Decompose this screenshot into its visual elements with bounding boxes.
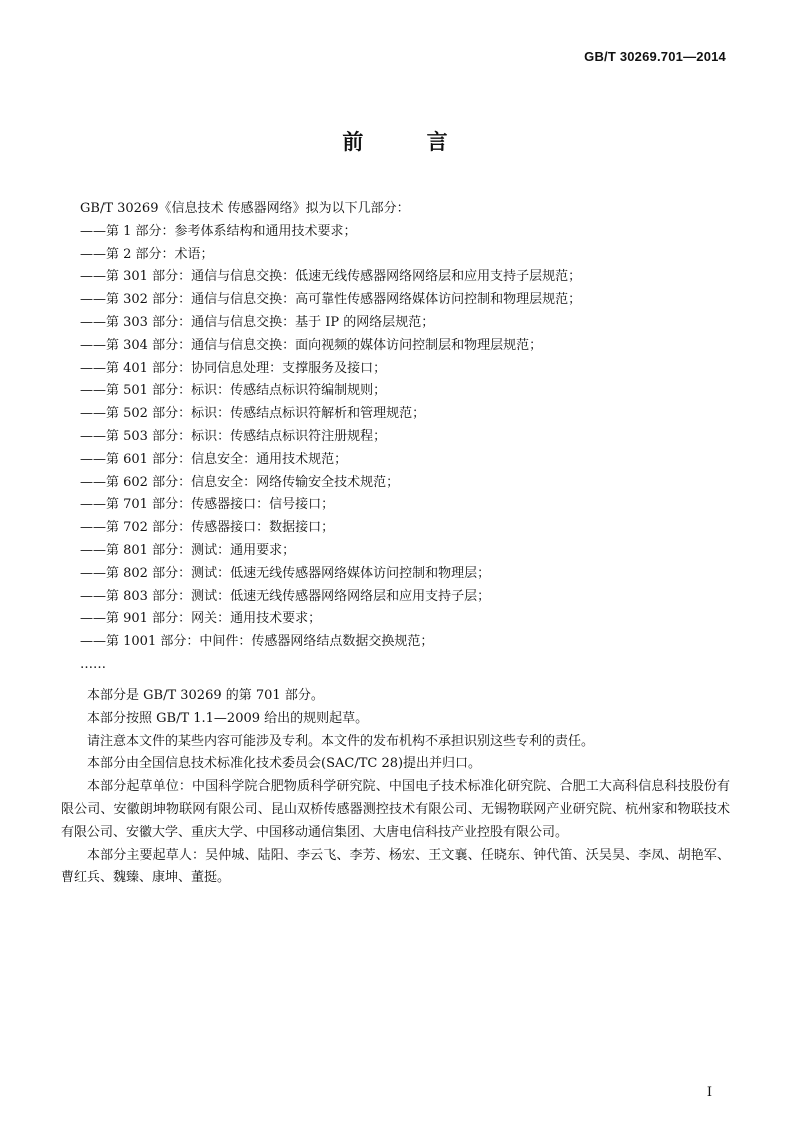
part-list-item: ——第 304 部分：通信与信息交换：面向视频的媒体访问控制层和物理层规范；	[80, 337, 543, 353]
part-list-item: ——第 701 部分：传感器接口：信号接口；	[80, 497, 335, 513]
part-list-item: ——第 502 部分：标识：传感结点标识符解析和管理规范；	[80, 406, 426, 422]
part-list-item: ——第 303 部分：通信与信息交换：基于 IP 的网络层规范；	[80, 314, 435, 330]
part-list-item: ——第 602 部分：信息安全：网络传输安全技术规范；	[80, 474, 400, 490]
body-paragraph: 本部分由全国信息技术标准化技术委员会(SAC/TC 28)提出并归口。	[87, 756, 482, 772]
part-list-item: ——第 301 部分：通信与信息交换：低速无线传感器网络网络层和应用支持子层规范；	[80, 269, 582, 285]
part-list-item: ——第 702 部分：传感器接口：数据接口；	[80, 520, 335, 536]
part-list-item: ——第 503 部分：标识：传感结点标识符注册规程；	[80, 428, 387, 444]
part-list-item: ——第 401 部分：协同信息处理：支撑服务及接口；	[80, 360, 387, 376]
body-paragraph: 本部分主要起草人：吴仲城、陆阳、李云飞、李芳、杨宏、王文襄、任晓东、钟代笛、沃吴昊、李凤、胡艳军、曹红兵、魏臻、康坤、董挺。	[61, 847, 730, 886]
part-list-item: ……	[80, 656, 106, 672]
part-list-item: ——第 802 部分：测试：低速无线传感器网络媒体访问控制和物理层；	[80, 565, 491, 581]
part-list-item: ——第 901 部分：网关：通用技术要求；	[80, 611, 322, 627]
part-list-item: ——第 501 部分：标识：传感结点标识符编制规则；	[80, 383, 387, 399]
document-code: GB/T 30269.701—2014	[584, 49, 726, 64]
body-paragraph: 请注意本文件的某些内容可能涉及专利。本文件的发布机构不承担识别这些专利的责任。	[87, 733, 595, 749]
parts-list	[80, 198, 730, 677]
intro-line: GB/T 30269《信息技术 传感器网络》拟为以下几部分：	[80, 201, 410, 216]
body-paragraphs	[61, 685, 730, 890]
body-paragraph: 本部分起草单位：中国科学院合肥物质科学研究院、中国电子技术标准化研究院、合肥工大高科信息科技股份有限公司、安徽朗坤物联网有限公司、昆山双桥传感器测控技术有限公司、无锡物联网产业研究院、杭州家和物联技术有限公司、安徽大学、重庆大学、中国移动通信集团、大唐电信科技产业控股有限公司。	[61, 779, 730, 840]
part-list-item: ——第 1001 部分：中间件：传感器网络结点数据交换规范；	[80, 634, 434, 650]
part-list-item: ——第 2 部分：术语；	[80, 246, 214, 262]
page-title: 前 言	[342, 130, 476, 154]
part-list-item: ——第 1 部分：参考体系结构和通用技术要求；	[80, 223, 357, 239]
part-list-item: ——第 601 部分：信息安全：通用技术规范；	[80, 451, 348, 467]
part-list-item: ——第 801 部分：测试：通用要求；	[80, 542, 296, 558]
body-paragraph: 本部分按照 GB/T 1.1—2009 给出的规则起草。	[87, 710, 369, 726]
part-list-item: ——第 803 部分：测试：低速无线传感器网络网络层和应用支持子层；	[80, 588, 491, 604]
part-list-item: ——第 302 部分：通信与信息交换：高可靠性传感器网络媒体访问控制和物理层规范；	[80, 292, 582, 308]
body-paragraph: 本部分是 GB/T 30269 的第 701 部分。	[87, 688, 324, 703]
parts-container	[80, 221, 730, 677]
page-number: I	[706, 1085, 712, 1100]
